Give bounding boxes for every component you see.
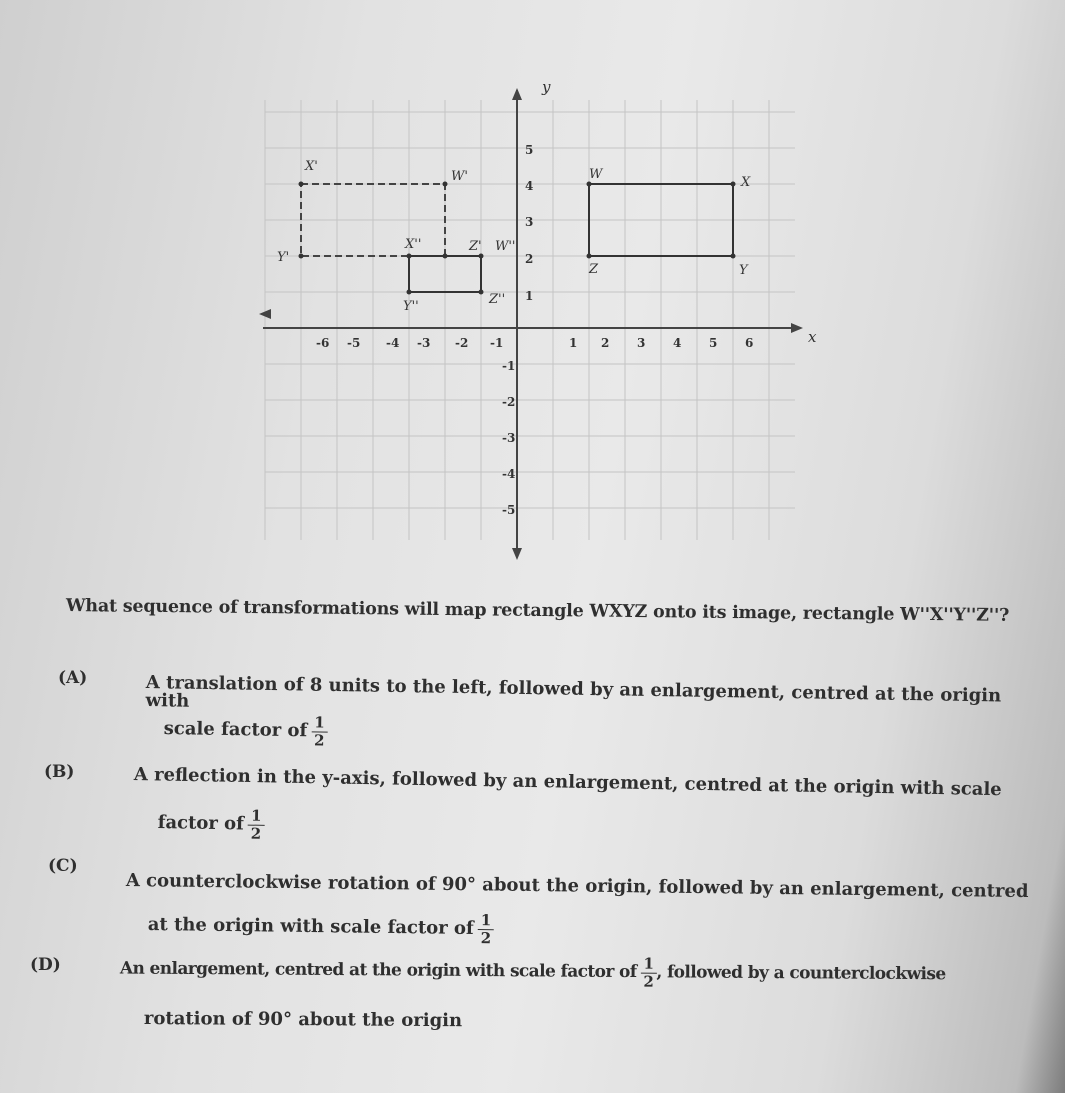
option-d-line2: rotation of 90° about the origin (143, 1008, 463, 1032)
fraction-denominator: 2 (480, 928, 492, 947)
vertex-label-x-prime: X' (305, 159, 318, 174)
vertex-label-z: Z (589, 262, 599, 277)
fraction-numerator: 1 (478, 912, 495, 930)
vertex-label-x-double-prime: X'' (405, 237, 422, 252)
question-text: What sequence of transformations will map rectangle WXYZ onto its image, rectangle W''X''Y''Z''? (65, 596, 1010, 626)
option-c-letter: (C) (48, 856, 78, 876)
y-tick-label: -4 (502, 467, 516, 481)
y-tick-label: -2 (502, 395, 516, 409)
option-b-line1: A reflection in the y-axis, followed by an enlargement, centred at the origin with scale (133, 764, 1002, 801)
y-axis-down-arrow-icon (512, 548, 522, 560)
y-tick-label: 3 (525, 215, 534, 229)
x-tick-labels (316, 336, 753, 350)
fraction-numerator: 1 (248, 808, 265, 826)
vertex-label-z-prime: Z' (469, 239, 482, 254)
option-a-line2-text: scale factor of (163, 717, 308, 742)
x-tick-label: 3 (637, 336, 646, 350)
fraction-numerator: 1 (641, 956, 657, 974)
vertex-label-x: X (741, 175, 751, 190)
vertex-label-y: Y (739, 263, 748, 278)
option-b-letter: (B) (44, 762, 75, 782)
option-b-line2 (157, 806, 264, 842)
fraction-numerator: 1 (311, 714, 328, 732)
x-tick-label: -3 (417, 336, 431, 350)
x-axis-arrow-icon (791, 323, 803, 333)
vertex-label-y-prime: Y' (277, 250, 290, 265)
x-axis-label: x (808, 328, 817, 346)
option-c-line2 (148, 908, 495, 946)
option-d-line1 (120, 952, 1050, 992)
y-tick-label: -1 (502, 359, 516, 373)
y-tick-label: 4 (525, 179, 534, 193)
vertex-label-z-double-prime: Z'' (489, 292, 506, 307)
y-tick-label: 1 (525, 289, 534, 303)
option-b-fraction (248, 808, 265, 842)
x-tick-label: -4 (386, 336, 400, 350)
option-c-line2-text: at the origin with scale factor of (147, 913, 474, 939)
x-tick-label: -2 (455, 336, 469, 350)
fraction-denominator: 2 (250, 824, 262, 843)
vertex-label-w-double-prime: W'' (495, 239, 516, 254)
y-tick-label: -5 (502, 503, 516, 517)
vertex-label-y-double-prime: Y'' (403, 299, 419, 314)
x-tick-label: 6 (745, 336, 754, 350)
y-tick-label: 5 (525, 143, 534, 157)
x-tick-label: 1 (569, 336, 578, 350)
option-a-line1: A translation of 8 units to the left, followed by an enlargement, centred at the origin with (145, 672, 1002, 712)
option-b-line2-text: factor of (157, 811, 245, 835)
rectangle-double-prime-labels (403, 237, 516, 314)
option-d-letter: (D) (30, 955, 61, 975)
option-a-line2 (163, 712, 327, 749)
fraction-denominator: 2 (313, 730, 325, 750)
option-a-letter: (A) (58, 668, 88, 688)
x-tick-label: 4 (673, 336, 682, 350)
option-d-line1-after: , followed by a counterclockwise (656, 962, 946, 985)
x-tick-label: -6 (316, 336, 330, 350)
coordinate-graph (255, 70, 825, 570)
rectangle-prime-labels (277, 159, 482, 265)
option-a-fraction (311, 714, 328, 748)
vertex-label-w-prime: W' (451, 169, 468, 184)
option-d-line1-text: An enlargement, centred at the origin with scale factor of (119, 958, 637, 983)
y-axis-arrow-icon (512, 88, 522, 100)
option-d-fraction (640, 956, 656, 990)
x-tick-label: 5 (709, 336, 718, 350)
vertex-label-w: W (589, 167, 603, 182)
option-c-line1: A counterclockwise rotation of 90° about the origin, followed by an enlargement, centred (125, 870, 1029, 903)
x-tick-label: -5 (347, 336, 361, 350)
x-tick-label: 2 (601, 336, 610, 350)
y-tick-label: 2 (525, 252, 534, 266)
x-tick-label: -1 (490, 336, 504, 350)
grid (265, 100, 795, 540)
fraction-denominator: 2 (643, 972, 654, 991)
option-c-fraction (478, 912, 495, 946)
y-tick-label: -3 (502, 431, 516, 445)
y-axis-label: y (542, 78, 551, 96)
